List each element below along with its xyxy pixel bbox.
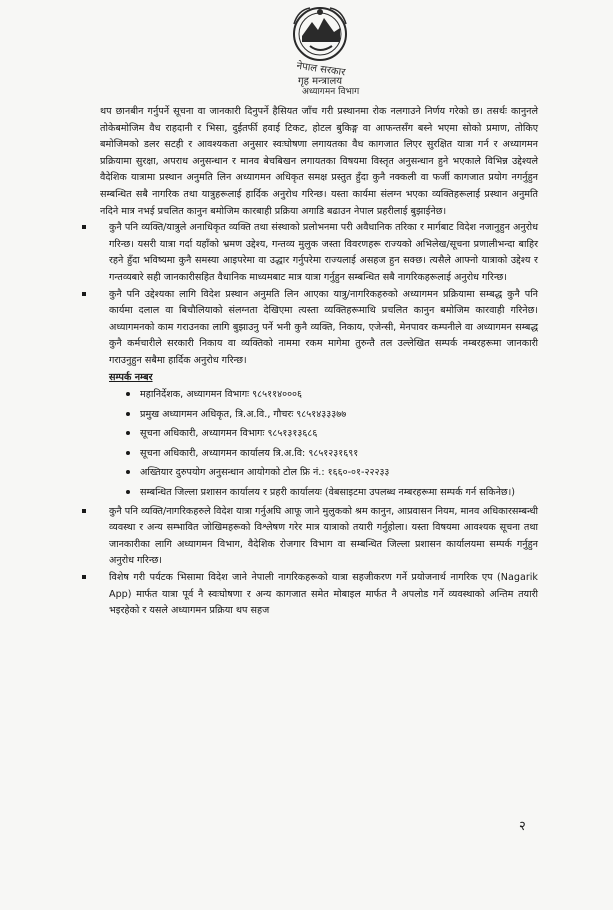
contact-item xyxy=(140,386,538,406)
bullet-icon xyxy=(82,225,86,229)
contact-text: अख्तियार दुरुपयोग अनुसन्धान आयोगको टोल फ्रि नं.: १६६०-०१-२२२३३ xyxy=(140,467,390,479)
contact-text: प्रमुख अध्यागमन अधिकृत, त्रि.अ.वि., गौचरः ९८५१४३३३७७ xyxy=(140,408,347,420)
contact-text: सूचना अधिकारी, अध्यागमन विभागः ९८५१३१३६८६ xyxy=(140,428,318,440)
dot-icon xyxy=(126,490,130,494)
bullet-paragraph xyxy=(100,287,538,370)
dot-icon xyxy=(126,392,130,396)
contact-text: महानिर्देशक, अध्यागमन विभागः ९८५११४०००६ xyxy=(140,389,303,401)
dot-icon xyxy=(126,431,130,435)
contacts-list xyxy=(100,386,538,504)
contact-text: सम्बन्धित जिल्ला प्रशासन कार्यालय र प्रहरी कार्यालयः (वेबसाइटमा उपलब्ध नम्बरहरूमा सम्पर्क गर्न सकिनेछ।) xyxy=(140,487,516,499)
contact-item xyxy=(140,406,538,426)
paragraph-text: कुनै पनि व्यक्ति/यात्रुले अनाधिकृत व्यक्ति तथा संस्थाको प्रलोभनमा परी अवैधानिक तरिका र मार्गबाट विदेश नजानुहुन अनुरोध गरिन्छ। यसरी यात्रा गर्दा यहाँको भ्रमण उद्देश्य, गन्तव्य मुलुक जस्ता विवरणहरू राज्यको अभिलेख/सूचना प्रणालीभन्दा बाहिर रहने हुँदा भविष्यमा कुनै समस्या आइपरेमा वा उद्धार गर्नुपरेमा राज्यलाई असहज हुन सक्छ। त्यसैले आफ्नो यात्राको उद्देश्य र गन्तव्यबारे सही जानकारीसहित वैधानिक माध्यमबाट मात्र यात्रा गर्नुहुन सम्बन्धित सबै नागरिकहरूलाई अनुरोध गरिन्छ। xyxy=(109,222,538,283)
paragraph-text: कुनै पनि उद्देश्यका लागि विदेश प्रस्थान अनुमति लिन आएका यात्रु/नागरिकहरुको अध्यागमन प्रक्रियामा सम्बद्ध कुनै पनि कार्यमा दलाल वा बिचौलियाको संलग्नता देखिएमा त्यस्ता व्यक्तिहरूमाथि प्रचलित कानुन बमोजिम कारवाही गरिनेछ। अध्यागमनको काम गराउनका लागि बुझाउनु पर्ने भनी कुनै व्यक्ति, निकाय, एजेन्सी, मेनपावर कम्पनीले वा अध्यागमन सम्बद्ध कुनै कर्मचारीले सरकारी निकाय वा व्यक्तिको नाममा रकम मागेमा तुरुन्तै तल उल्लेखित सम्पर्क नम्बरहरूमा जानकारी गराउनुहुन सबैमा हार्दिक अनुरोध गरिन्छ। xyxy=(109,288,538,366)
document-body xyxy=(100,104,538,620)
contacts-heading: सम्पर्क नम्बर xyxy=(109,371,153,383)
page-number: २ xyxy=(519,819,526,834)
dot-icon xyxy=(126,470,130,474)
nepal-government-emblem-icon xyxy=(258,2,378,94)
stamp-line3: अध्यागमन विभाग xyxy=(302,87,360,94)
contact-item xyxy=(140,484,538,504)
dot-icon xyxy=(126,412,130,416)
contact-text: सूचना अधिकारी, अध्यागमन कार्यालय त्रि.अ.वि: ९८५१२३१६९१ xyxy=(140,447,359,459)
emblem-stamp xyxy=(258,2,378,94)
bullet-paragraph xyxy=(100,220,538,286)
paragraph-continued: थप छानबीन गर्नुपर्ने सूचना वा जानकारी दिनुपर्ने हैसियत जाँच गरी प्रस्थानमा रोक नलगाउने निर्णय गरेको छ। तसर्थः कानुनले तोकेबमोजिम वैध राहदानी र भिसा, दुईतर्फी हवाई टिकट, होटल बुकिङ्ग वा आफन्तसँग बस्ने भएमा सोको प्रमाण, तोकिए बमोजिमको डलर सटही र आवश्यकता अनुसार स्वःघोषणा लगायतका वैध कागजात लिएर सुरक्षित यात्रा गर्न र अध्यागमन प्रक्रियामा सुरक्षा, अपराध अनुसन्धान र मानव बेचबिखन लगायतका विषयमा विस्तृत अनुसन्धान हुने भएकाले विभिन्न उद्देश्यले वैदेशिक यात्रामा प्रस्थान अनुमति लिन अध्यागमन अधिकृत समक्ष प्रस्तुत हुँदा कुनै नक्कली वा फर्जी कागजात प्रयोग नगर्नुहुन सम्बन्धित सबै नागरिक तथा यात्रुहरूलाई हार्दिक अनुरोध गरिन्छ। यस्ता कार्यमा संलग्न भएका व्यक्तिहरूलाई प्रस्थान अनुमति नदिने मात्र नभई प्रचलित कानुन बमोजिम कारबाही प्रक्रिया अगाडि बढाउन नेपाल प्रहरीलाई बुझाईनेछ। xyxy=(100,106,538,217)
bullet-icon xyxy=(82,575,86,579)
paragraph-text: कुनै पनि व्यक्ति/नागरिकहरुले विदेश यात्रा गर्नुअघि आफू जाने मुलुकको श्रम कानुन, आप्रवासन नियम, मानव अधिकारसम्बन्धी व्यवस्था र अन्य सम्भावित जोखिमहरूको विश्लेषण गरेर मात्र यात्राको तयारी गर्नुहोला। यस्ता विषयमा आवश्यक सूचना तथा जानकारीका लागि अध्यागमन विभाग, वैदेशिक रोजगार विभाग वा सम्बन्धित जिल्ला प्रशासन कार्यालयमा सम्पर्क गर्नुहुन अनुरोध गरिन्छ। xyxy=(109,505,538,567)
stamp-line2: गृह मन्त्रालय xyxy=(298,76,343,87)
contact-item xyxy=(140,445,538,465)
bullet-icon xyxy=(82,509,86,513)
paragraph-text: विशेष गरी पर्यटक भिसामा विदेश जाने नेपाली नागरिकहरूको यात्रा सहजीकरण गर्ने प्रयोजनार्थ नागरिक एप (Nagarik App) मार्फत यात्रा पूर्व नै स्वःघोषणा र अन्य कागजात समेत मोबाइल मार्फत नै अपलोड गर्ने व्यवस्थाको अन्तिम तयारी भइरहेको र यसले अध्यागमन प्रक्रिया थप सहज xyxy=(109,572,538,617)
bullet-paragraph xyxy=(100,504,538,570)
contact-item xyxy=(140,464,538,484)
stamp-line1: नेपाल सरकार xyxy=(295,60,346,79)
bullet-icon xyxy=(82,292,86,296)
bullet-paragraph xyxy=(100,570,538,620)
contact-item xyxy=(140,425,538,445)
dot-icon xyxy=(126,451,130,455)
